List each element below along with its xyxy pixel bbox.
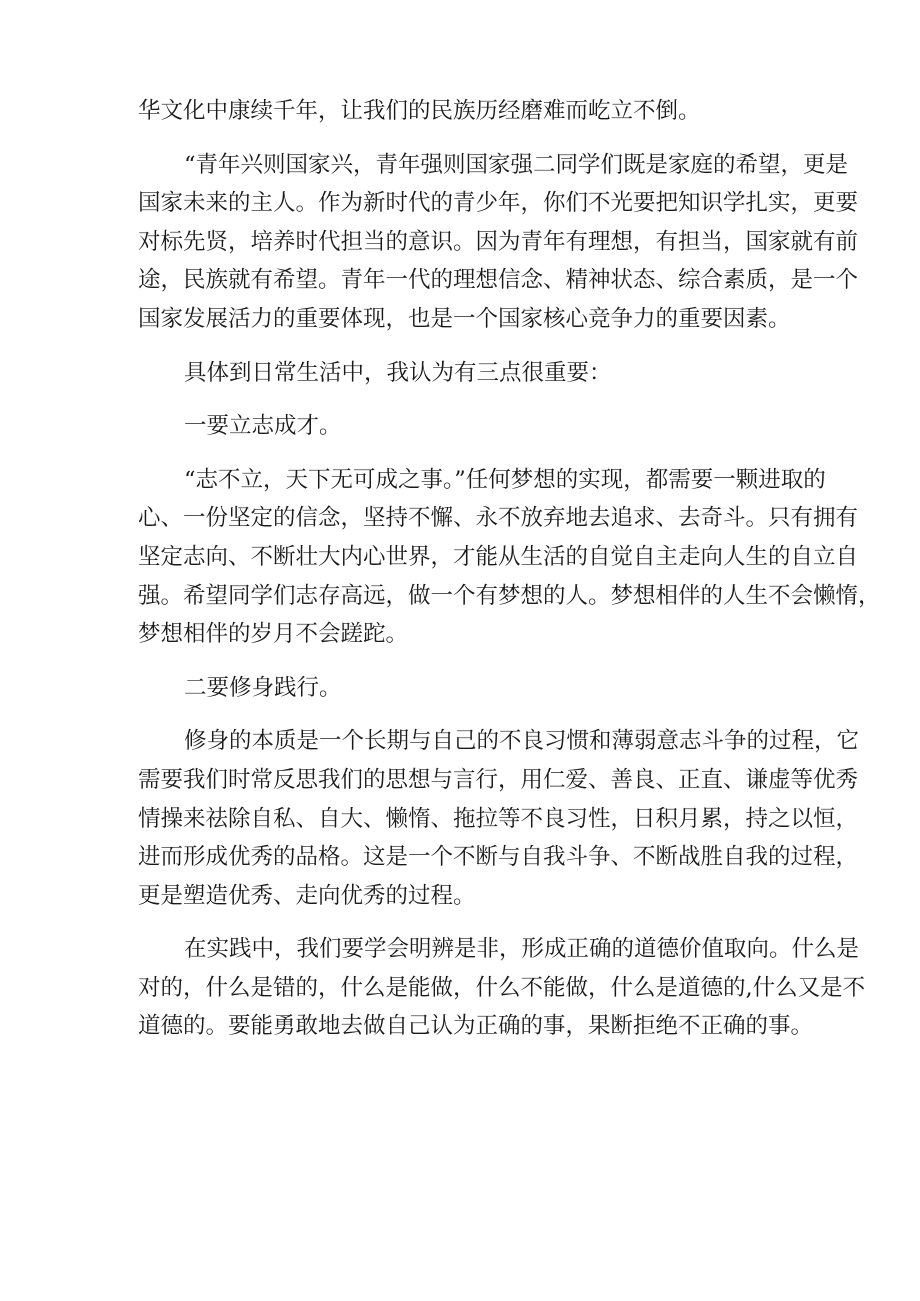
text-line: 梦想相伴的岁月不会蹉跎。 [138,621,409,648]
text-line: 在实践中，我们要学会明辨是非，形成正确的道德价值取向。什么是 [184,936,860,963]
document-text [138,92,881,1046]
paragraph [138,146,859,339]
text-line: 道德的。要能勇敢地去做自己认为正确的事，果断拒绝不正确的事。 [138,1013,814,1040]
text-line: 二要修身践行。 [184,674,342,701]
section-heading [138,669,798,708]
paragraph [138,930,866,1046]
text-line: “青年兴则国家兴，青年强则国家强二同学们既是家庭的希望，更是 [184,151,849,178]
paragraph [138,722,860,915]
text-line: 心、一份坚定的信念，坚持不懈、永不放弃地去追求、去奇斗。只有拥有 [138,505,859,532]
text-line: 对标先贤，培养时代担当的意识。因为青年有理想，有担当，国家就有前 [138,228,859,255]
text-line: “志不立，天下无可成之事。”任何梦想的实现，都需要一颗进取的 [184,466,826,493]
text-line: 进而形成优秀的品格。这是一个不断与自我斗争、不断战胜自我的过程， [138,844,859,871]
paragraph [138,461,881,654]
text-line: 国家未来的主人。作为新时代的青少年，你们不光要把知识学扎实，更要 [138,190,859,217]
text-line: 具体到日常生活中，我认为有三点很重要： [184,359,612,386]
text-line: 强。希望同学们志存高远，做一个有梦想的人。梦想相伴的人生不会懒惰， [138,582,881,609]
text-line: 需要我们时常反思我们的思想与言行，用仁爱、善良、正直、谦虚等优秀 [138,766,859,793]
text-line: 修身的本质是一个长期与自己的不良习惯和薄弱意志斗争的过程，它 [184,728,860,755]
text-line: 途，民族就有希望。青年一代的理想信念、精神状态、综合素质，是一个 [138,267,859,294]
text-line: 坚定志向、不断壮大内心世界，才能从生活的自觉自主走向人生的自立自 [138,543,859,570]
text-line: 一要立志成才。 [184,413,342,440]
text-line: 对的，什么是错的，什么是能做，什么不能做，什么是道德的,什么又是不 [138,974,866,1001]
section-heading [138,407,798,446]
text-line: 情操来祛除自私、自大、懒惰、拖拉等不良习性，日积月累，持之以恒， [138,805,859,832]
text-line: 国家发展活力的重要体现，也是一个国家核心竞争力的重要因素。 [138,305,791,332]
text-line: 华文化中康续千年，让我们的民族历经磨难而屹立不倒。 [138,98,701,124]
paragraph [138,354,798,393]
text-line: 更是塑造优秀、走向优秀的过程。 [138,882,476,909]
